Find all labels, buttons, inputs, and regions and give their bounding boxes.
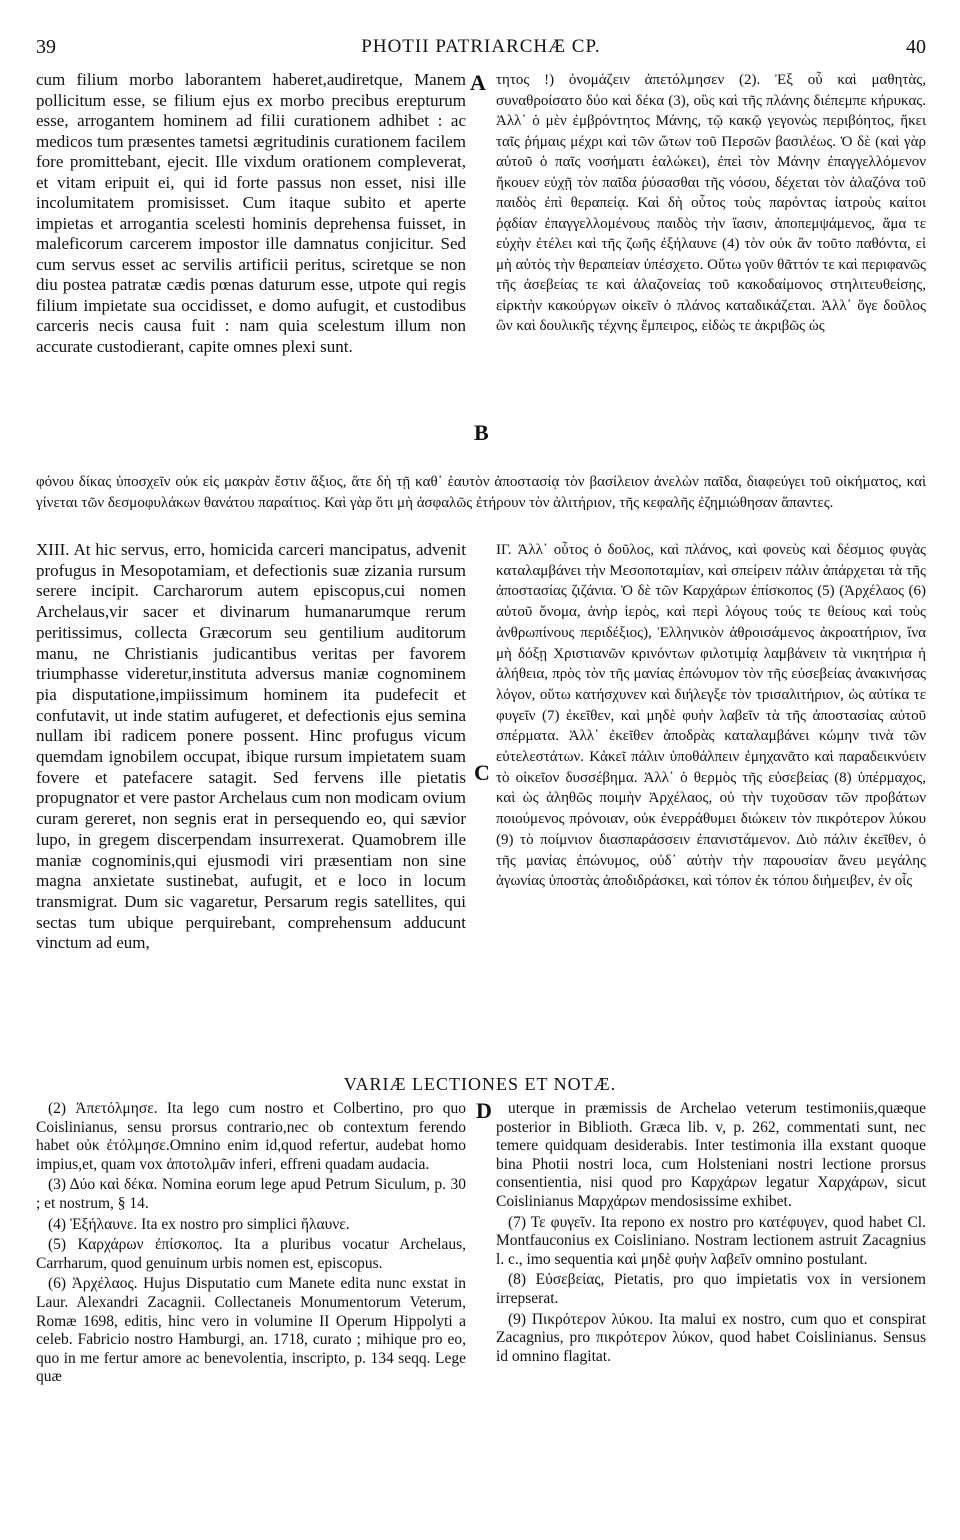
greek-column-top [496, 70, 926, 337]
note-item: (7) Τε φυγεῖν. Ita repono ex nostro pro κατέφυγεν, quod habet Cl. Montfauconius ex Coisliniano. Nostram lectionem astruit Zacagnius l. c., imo sequentia καὶ μηδὲ φυὴν λαβεῖν omnino postulant. [496, 1213, 926, 1268]
notes-right-column [496, 1100, 926, 1368]
note-item: (4) Ἐξήλαυνε. Ita ex nostro pro simplici ἤλαυνε. [48, 1215, 350, 1233]
latin-column-top [36, 70, 466, 357]
notes-left-column [36, 1100, 466, 1389]
greek-spanning-paragraph: φόνου δίκας ὑποσχεῖν οὐκ εἰς μακρὰν ἔστιν ἄξιος, ἅτε δὴ τῇ καθ᾽ ἑαυτὸν ἀποστασίᾳ τὸν βασίλειον ἀνελὼν παῖδα, διαφεύγει τοῦ οἰκήματος, καὶ γίνεται τῶν δεσμοφυλάκων θανάτου παραίτιος. Καὶ γὰρ ὅτι μὴ ἀσφαλῶς ἐτήρουν τὸν ἀλιτήριον, τῆς κεφαλῆς ἐζημιώθησαν ἅπαντες. [36, 474, 926, 511]
latin-section-paragraph: XIII. At hic servus, erro, homicida carceri mancipatus, advenit profugus in Mesopotamiam, et defectionis suæ zizania rursum serere incipit. Carcharorum autem episcopus,cui nomen Archelaus,vir sacer et divinarum humanarumque rerum peritissimus, collecta Græcorum seu gentilium auditorum manu, ne Christianis judicantibus veritas per favorem triumphasse videretur,instituta adversus maniæ cognominem pia disputatione,impiissimum hominem ita pudefecit et confutavit, ut inde statim aufugeret, et defectionis ejus semina nullam ibi radicem ponere possent. Hinc profugus vicum quemdam ignobilem occupat, ibique rursum impietatem suam fovere et patefacere satagit. Sed fervens ille pietatis propugnator et vere pastor Archelaus cum non modicam ovium curam gereret, non segnis erat in persequendo eo, qui sævior lupo, in gregem discerpendam insurrexerat. Quamobrem ille maniæ cognominis,qui ejusmodi viri præsentiam non sine magna anxietate sustinebat, aufugit, et e loco in locum transmigrat. Dum sic vagaretur, Persarum regis satellites, qui sectas tum ubique perquirebant, comprehensum adducunt vinctum ad eum, [36, 540, 466, 953]
running-title: PHOTII PATRIARCHÆ CP. [361, 36, 601, 57]
margin-marker-c: C [474, 760, 490, 785]
note-item: (5) Καρχάρων ἐπίσκοπος. Ita a pluribus vocatur Archelaus, Carrharum, quod genuinum urbis nomen est, episcopus. [36, 1236, 466, 1272]
note-item: (9) Πικρότερον λύκου. Ita malui ex nostro, cum quo et conspirat Zacagnius, pro πικρότερον λύκον, quod habet Coislinianus. Sensus id omnino flagitat. [496, 1310, 926, 1365]
page-number-left: 39 [36, 36, 56, 58]
note-item: uterque in præmissis de Archelao veterum testimoniis,quæque posterior in Biblioth. Græca lib. v, p. 262, commentati sunt, nec temere quidquam desiderabis. Inter testimonia illa exstant quoque bina Photii nostri loca, cum Holsteniani nostri lectione prorsus consentientia, nisi quod pro Καρχάρων legatur Χαρχάρων, sicut Coislinianus Μαρχάρων mendosissime exhibet. [496, 1100, 926, 1210]
note-item: (6) Ἀρχέλαος. Hujus Disputatio cum Manete edita nunc exstat in Laur. Alexandri Zacagnii. Collectaneis Monumentorum Veterum, Romæ 1698, editis, hinc vero in volumine II Operum Hippolyti a celeb. Fabricio nostro Hamburgi, an. 1718, curato ; mihique pro eo, quo in me fertur amore ac benevolentia, inscripto, p. 134 seqq. Lege quæ [36, 1275, 466, 1386]
greek-column-section [496, 540, 926, 892]
greek-paragraph: τητος !) ὀνομάζειν ἀπετόλμησεν (2). Ἐξ οὗ καὶ μαθητὰς, συναθροίσατο δύο καὶ δέκα (3), οὓς καὶ τῆς πλάνης διέπεμπε κήρυκας. Ἀλλ᾽ ὁ μὲν ἐμβρόντητος Μάνης, τῷ κακῷ γεγονὼς περιβόητος, ἥκει ταῖς ῥήμαις μέχρι καὶ τῶν ὤτων τοῦ Περσῶν βασιλέως. Ὁ δὲ (καὶ γὰρ αὐτοῦ ὁ παῖς νοσήματι ἑαλώκει), ἐπεὶ τὸν Μάνην ἐπαγγελλόμενον ἤκουεν εὐχῇ τὸν παῖδα ῥύσασθαι τῆς νόσου, δέχεται τὸν ἀλαζόνα τοῦ παιδὸς ἐπὶ θεραπείᾳ. Καὶ δὴ οὗτος τοὺς παρόντας ἰατροὺς καίτοι ῥᾳδίαν ἐπαγγελλομένους παιδὸς τὴν ἴασιν, ἀποπεμψάμενος, ἅμα τε εὐχὴν ἐτέλει καὶ τῆς ζωῆς ἐξήλαυνε (4) τὸν οὐκ ἂν τοῦτο παθόντα, εἰ μὴ αὐτὸς τὴν θεραπείαν ὑπέσχετο. Οὕτω γοῦν θᾶττόν τε καὶ περιφανῶς τῆς ἀσεβείας τε καὶ ἀλαζονείας τοῦ κακοδαίμονος στηλιτευθείσης, εἱρκτὴν κακούργων οἰκεῖν ὁ πλάνος καταδικάζεται. Ἀλλ᾽ ὅγε δοῦλος ὢν καὶ δουλικῆς τέχνης ἔμπειρος, εἰδὼς τε ἀκριβῶς ὡς [496, 72, 926, 334]
note-item: (3) Δύο καὶ δέκα. Nomina eorum lege apud Petrum Siculum, p. 30 ; et nostrum, § 14. [36, 1176, 466, 1212]
margin-marker-d: D [476, 1098, 492, 1123]
margin-marker-b: B [474, 420, 489, 445]
page-header [36, 36, 926, 66]
notes-title: VARIÆ LECTIONES ET NOTÆ. [343, 1074, 617, 1094]
latin-column-section [36, 540, 466, 954]
note-item: (2) Ἀπετόλμησε. Ita lego cum nostro et Colbertino, pro quo Coislinianus, sensu prorsus contrario,nec ob contextum ferendo habet οὐκ ἐτόλμησε.Omnino enim id,quod refertur, audebat homo impius,et, quam vox ἀποτολμᾶν inferi, effreni quadam audacia. [36, 1100, 466, 1173]
page-number-right: 40 [906, 36, 926, 58]
margin-marker-a: A [470, 70, 486, 95]
note-item: (8) Εὐσεβείας, Pietatis, pro quo impietatis vox in versionem irrepserat. [496, 1271, 926, 1307]
greek-section-paragraph: ΙΓ. Ἀλλ᾽ οὗτος ὁ δοῦλος, καὶ πλάνος, καὶ φονεὺς καὶ δέσμιος φυγὰς καταλαμβάνει τὴν Μεσοποταμίαν, καὶ σπείρειν πάλιν ἀπάρχεται τὰ τῆς ἀποστασίας ζιζάνια. Ὁ δὲ τῶν Καρχάρων ἐπίσκοπος (5) (Ἀρχέλαος (6) αὐτοῦ ὄνομα, ἀνὴρ ἱερὸς, καὶ περὶ λόγους τούς τε θείους καὶ τοὺς ἀνθρωπίνους περιδέξιος), Ἑλληνικὸν ἀθροισάμενος ἀκροατήριον, ἵνα μὴ δόξῃ Χριστιανῶν κρινόντων φιλοτιμίᾳ λαμβάνειν τὰ νικητήρια ἡ ἀλήθεια, πρὸς τὸν τῆς μανίας ἐπώνυμον τὸν τῆς εὐσεβείας ἀνακινήσας λόγον, οὕτω κατήσχυνεν καὶ διήλεγξε τὸν τρισαλιτήριον, ὡς αὐτίκα τε φυγεῖν (7) ἐκεῖθεν, καὶ μηδὲ φυὴν λαβεῖν τὰ τῆς ἀποστασίας αὐτοῦ σπέρματα. Ἀλλ᾽ ἐκεῖθεν ἀποδρὰς καταλαμβάνει κώμην τινὰ τῶν εὐτελεστάτων. Κἀκεῖ πάλιν ὑποθάλπειν ἐμηχανᾶτο καὶ παραδεικνύειν τὸ οἰκεῖον δυσσέβημα. Ἀλλ᾽ ὁ θερμὸς τῆς εὐσεβείας (8) ὑπέρμαχος, καὶ ὡς ἀληθῶς ποιμὴν Ἀρχέλαος, οὐ τὴν τυχοῦσαν τῶν προβάτων ποιούμενος πρόνοιαν, οὐκ ἐνερράθυμει διώκειν τὸν πικρότερον λύκου (9) τὸ ποίμνιον διασπαράσσειν ἐπανιστάμενον. Διὸ πάλιν ἐκεῖθεν, ὁ τῆς μανίας ἐπώνυμος, οὐδ᾽ αὐτὴν τὴν παρουσίαν ἄνευ μεγάλης ἀγωνίας ὑποστὰς ἀποδιδράσκει, καὶ τόπον ἐκ τόπου διήμειβεν, ἐν οἷς [496, 542, 926, 890]
latin-paragraph: cum filium morbo laborantem haberet,audiretque, Manem pollicitum esse, se filium ejus ex morbo precibus erepturum esse, arrogantem hominem ad filii curationem adhibet : ac medicos tum præsentes tametsi ægritudinis curationem facilem fore promittebant, ejecit. Ille vixdum orationem compleverat, et vitam eripuit ei, qui id forte passus non esset, nisi ille incolumitatem promisisset. Cum itaque subito et aperte impietas et arrogantia scelesti hominis deprehensa fuisset, in maleficorum carcerem impostor ille damnatus conjicitur. Sed cum servus esset ac servilis artificii peritus, sciretque se non diu postea patratæ cædis pœnas daturum esse, utpote qui regis filium impietate sua occidisset, e domo aufugit, et custodibus carceris necis causa fuit : nam quia scelestum illum non accurate custodierant, capite omnes plexi sunt. [36, 70, 466, 356]
